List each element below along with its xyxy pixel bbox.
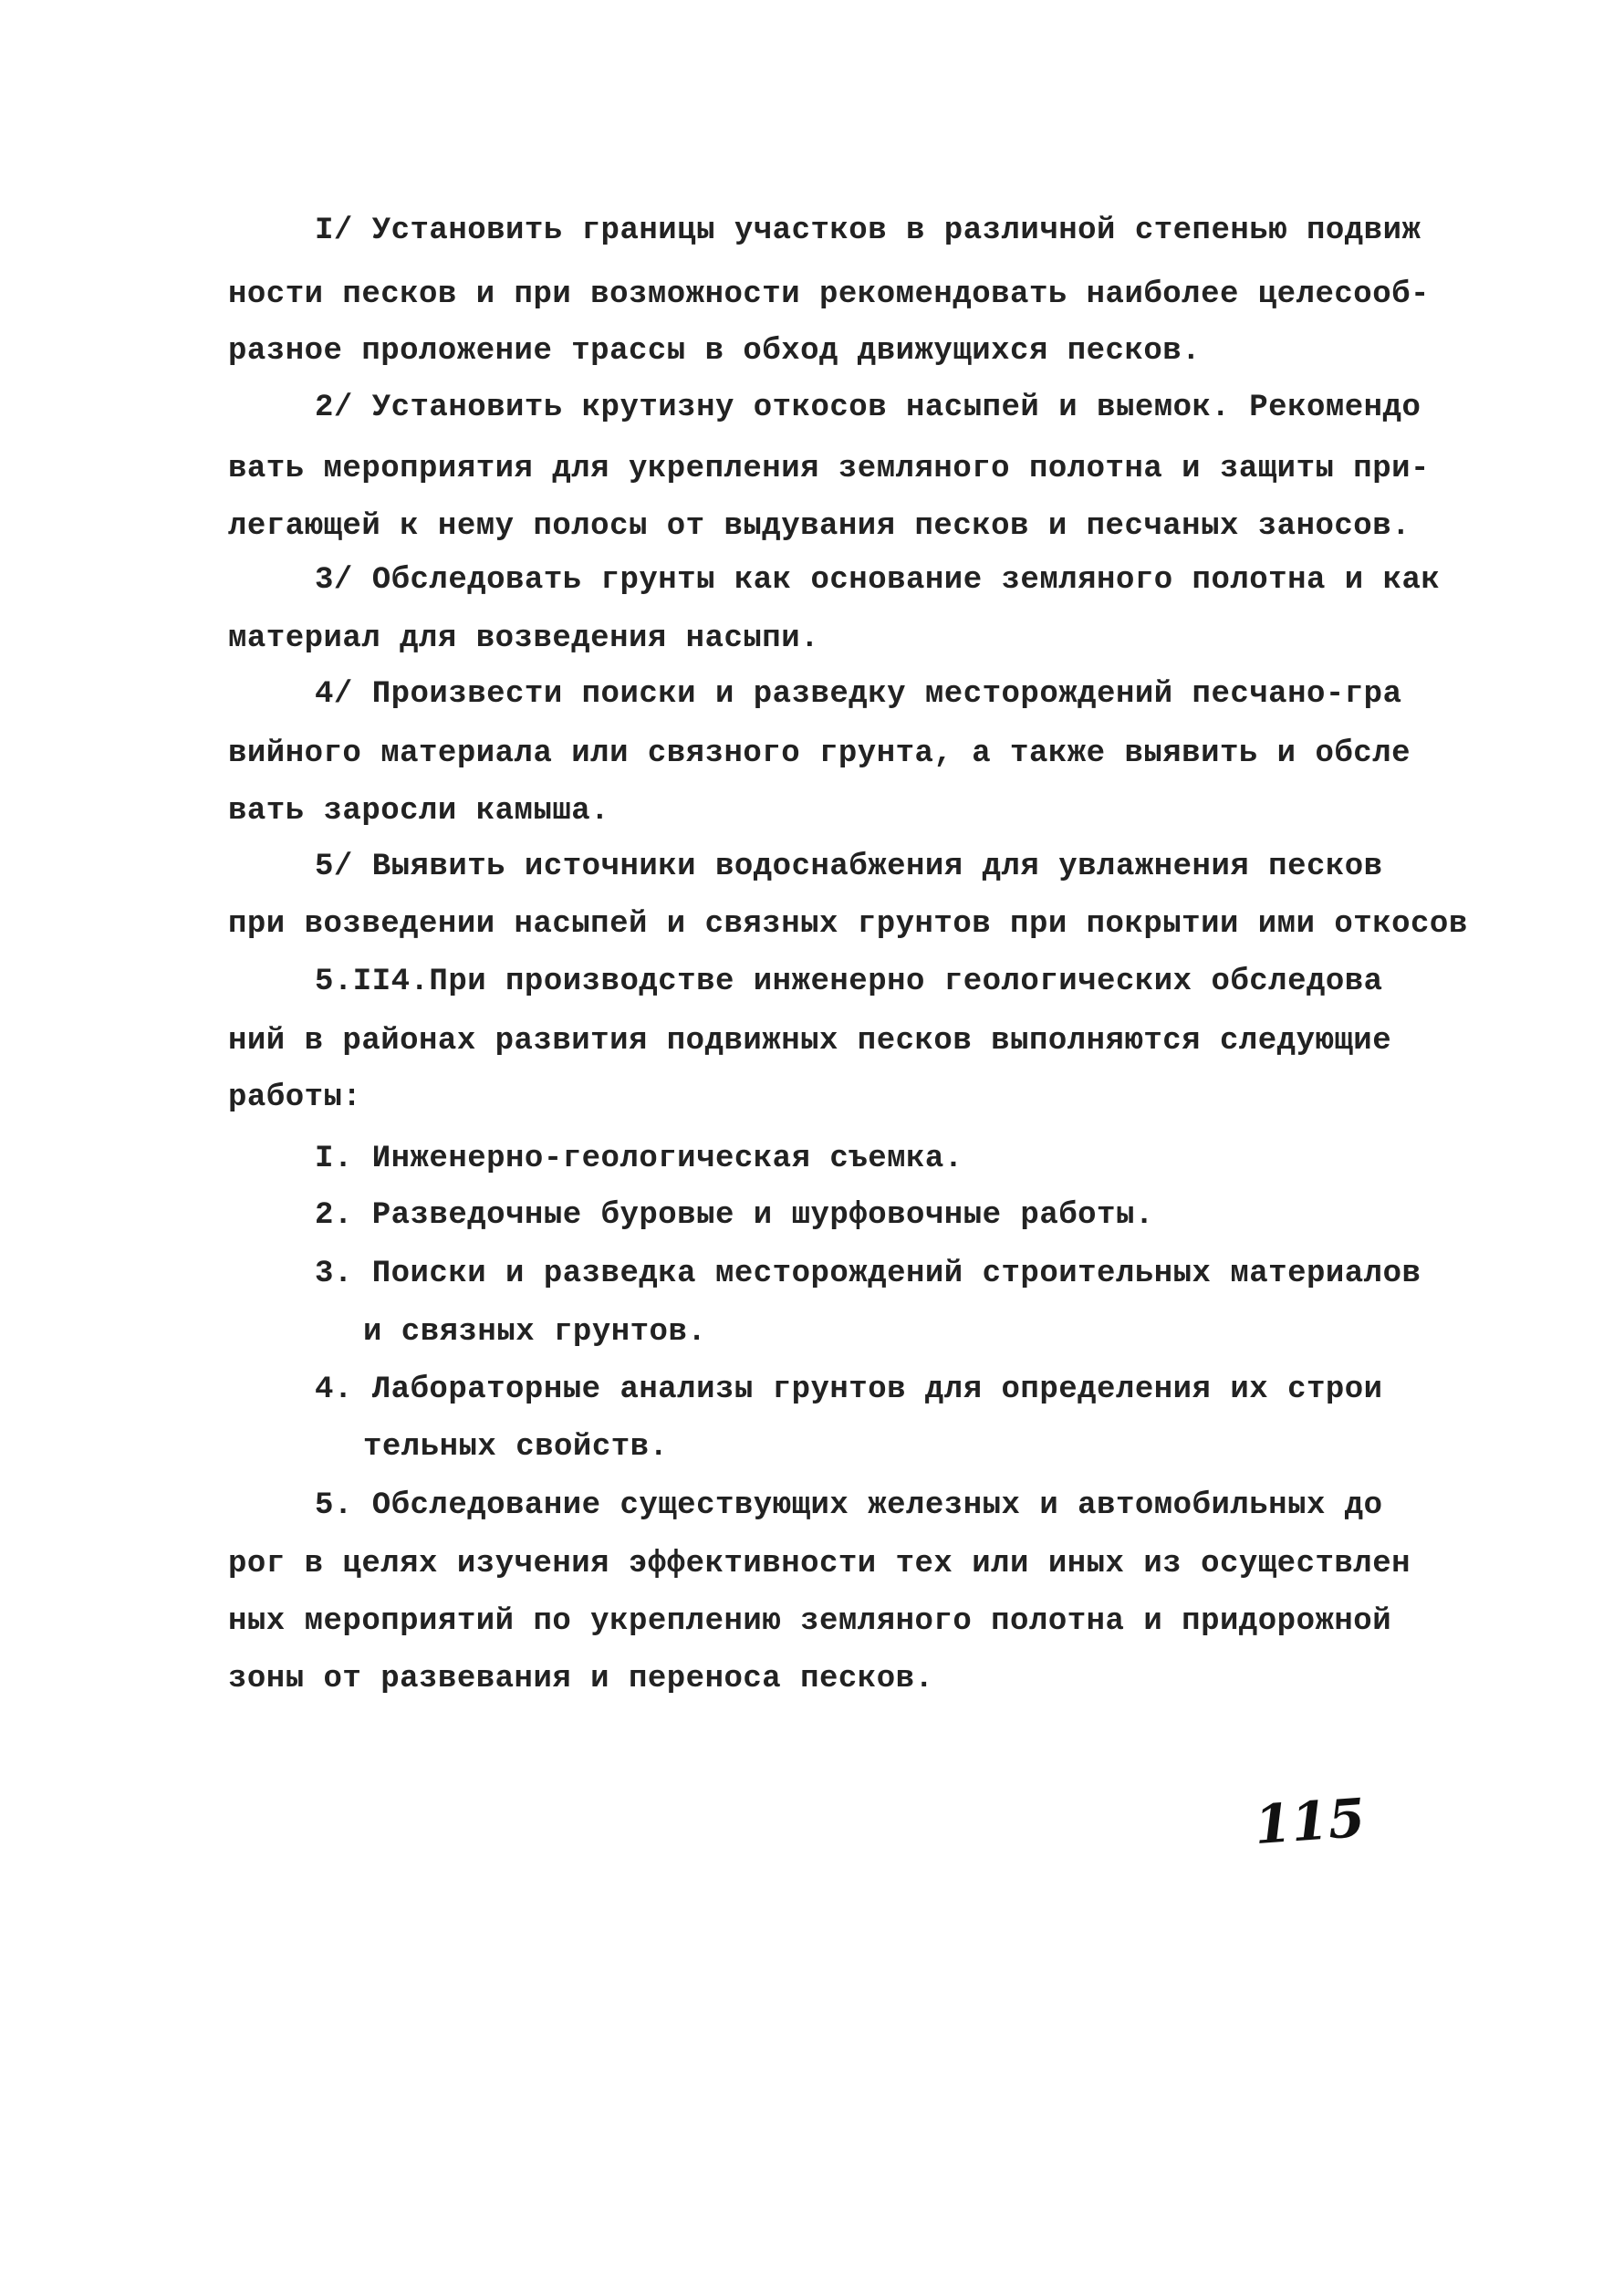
text-line: разное проложение трассы в обход движущихся песков.	[228, 334, 1202, 369]
text-line: рог в целях изучения эффективности тех или иных из осуществлен	[228, 1547, 1411, 1581]
text-line: 5/ Выявить источники водоснабжения для увлажнения песков	[315, 850, 1383, 884]
text-line: 5. Обследование существующих железных и автомобильных до	[315, 1488, 1383, 1523]
text-line: и связных грунтов.	[363, 1315, 707, 1350]
text-line: I. Инженерно-геологическая съемка.	[315, 1142, 963, 1176]
text-line: 3/ Обследовать грунты как основание земляного полотна и как	[315, 563, 1441, 598]
text-line: 4. Лабораторные анализы грунтов для определения их строи	[315, 1372, 1383, 1407]
text-line: вийного материала или связного грунта, а также выявить и обсле	[228, 736, 1411, 771]
text-line: зоны от развевания и переноса песков.	[228, 1662, 934, 1696]
text-line: 2/ Установить крутизну откосов насыпей и выемок. Рекомендо	[315, 391, 1421, 425]
text-line: 4/ Произвести поиски и разведку месторождений песчано-гра	[315, 677, 1402, 712]
text-line: тельных свойств.	[363, 1430, 669, 1465]
text-line: вать мероприятия для укрепления земляного полотна и защиты при-	[228, 452, 1430, 486]
text-line: 2. Разведочные буровые и шурфовочные работы.	[315, 1198, 1154, 1233]
text-line: вать заросли камыша.	[228, 794, 610, 829]
page-number: 115	[1252, 1786, 1368, 1857]
text-line: материал для возведения насыпи.	[228, 621, 820, 656]
text-line: при возведении насыпей и связных грунтов при покрытии ими откосов	[228, 907, 1468, 942]
text-line: 3. Поиски и разведка месторождений строительных материалов	[315, 1257, 1421, 1291]
text-line: работы:	[228, 1080, 362, 1115]
text-line: ности песков и при возможности рекомендовать наиболее целесооб-	[228, 277, 1430, 312]
text-line: 5.II4.При производстве инженерно геологических обследова	[315, 965, 1383, 999]
text-line: ний в районах развития подвижных песков выполняются следующие	[228, 1024, 1392, 1059]
text-line: I/ Установить границы участков в различной степенью подвиж	[315, 214, 1421, 248]
text-line: легающей к нему полосы от выдувания песков и песчаных заносов.	[228, 509, 1411, 544]
text-line: ных мероприятий по укреплению земляного полотна и придорожной	[228, 1604, 1392, 1639]
